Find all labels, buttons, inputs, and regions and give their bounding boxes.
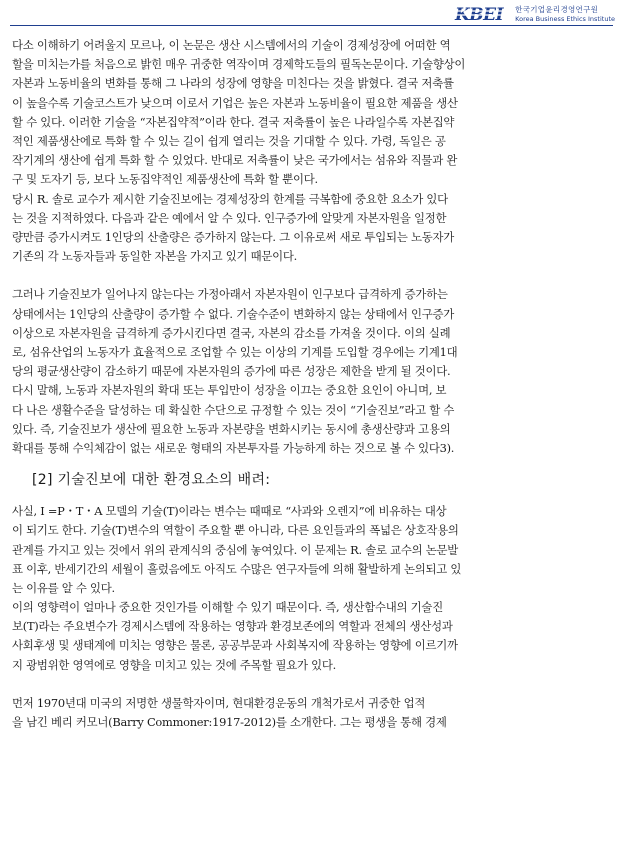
paragraph-block-2 (12, 285, 612, 458)
text-line: 기존의 각 노동자들과 동일한 자본을 가지고 있기 때문이다. (12, 249, 298, 264)
text-line: 다소 이해하기 어려울지 모르나, 이 논문은 생산 시스템에서의 기술이 경제성장에 어떠한 역 (12, 38, 451, 52)
header-divider (10, 25, 613, 26)
institute-name-english: Korea Business Ethics Institute (515, 14, 615, 23)
text-line: 을 남긴 베리 커모너(Barry Commoner:1917-2012)를 소개한다. 그는 평생을 통해 경제 (12, 715, 447, 730)
text-line: 당의 평균생산량이 감소하기 때문에 자본자원의 증가에 따른 성장은 제한을 받게 될 것이다. (12, 364, 451, 379)
text-line: 로, 섬유산업의 노동자가 효율적으로 조업할 수 있는 이상의 기계를 도입할 경우에는 기계1대 (12, 345, 458, 359)
text-line: 다시 말해, 노동과 자본자원의 확대 또는 투입만이 성장을 이끄는 중요한 요인이 아니며, 보 (12, 383, 447, 398)
text-line: 사회후생 및 생태계에 미치는 영향은 물론, 공공부문과 사회복지에 작용하는 영향에 이르기까 (12, 638, 458, 653)
text-line: 상태에서는 1인당의 산출량이 증가할 수 없다. 기술수준이 변화하지 않는 상태에서 인구증가 (12, 306, 454, 321)
paragraph-block-3 (12, 502, 612, 675)
text-line: 는 이유를 알 수 있다. (12, 580, 115, 595)
institute-name-korean: 한국기업윤리경영연구원 (515, 5, 599, 14)
text-line: 이의 영향력이 얼마나 중요한 것인가를 이해할 수 있기 때문이다. 즉, 생산함수내의 기술진 (12, 600, 443, 615)
text-line: 지 광범위한 영역에로 영향을 미치고 있는 것에 주목할 필요가 있다. (12, 657, 337, 672)
svg-text:KBEI: KBEI (455, 5, 504, 23)
text-line: 그러나 기술진보가 일어나지 않는다는 가정아래서 자본자원이 인구보다 급격하게 증가하는 (12, 287, 448, 302)
text-line: 할 수 있다. 이러한 기술을 “자본집약적”이라 한다. 결국 저축률이 높은 나라일수록 자본집약 (12, 114, 455, 129)
text-line: 이 높을수록 기술코스트가 낮으며 이로서 기업은 높은 자본과 노동비율이 필요한 제품을 생산 (12, 95, 458, 110)
text-line: 당시 R. 솔로 교수가 제시한 기술진보에는 경제성장의 한계를 극복함에 중요한 요소가 있다 (12, 191, 448, 206)
document-body (12, 36, 612, 732)
institute-logo (454, 5, 615, 23)
kbei-logo-icon (454, 5, 512, 23)
section-heading: [2] 기술진보에 대한 환경요소의 배려: (32, 472, 271, 489)
text-line: 구 및 도자기 등, 보다 노동집약적인 제품생산에 특화 할 뿐이다. (12, 172, 318, 187)
page-header (0, 0, 623, 26)
text-line: 이상으로 자본자원을 급격하게 증가시킨다면 결국, 자본의 감소를 가져올 것이다. 이의 실례 (12, 325, 451, 340)
text-line: 보(T)라는 주요변수가 경제시스템에 작용하는 영향과 환경보존에의 역할과 전체의 생산성과 (12, 619, 453, 634)
text-line: 이 되기도 한다. 기술(T)변수의 역할이 주요할 뿐 아니라, 다른 요인들과의 폭넓은 상호작용의 (12, 523, 459, 538)
paragraph-block-4 (12, 694, 612, 732)
text-line: 는 것을 지적하였다. 다음과 같은 예에서 알 수 있다. 인구증가에 알맞게 자본자원을 일정한 (12, 210, 447, 225)
text-line: 작기계의 생산에 쉽게 특화 할 수 있었다. 반대로 저축률이 낮은 국가에서는 섬유와 직물과 완 (12, 153, 458, 168)
text-line: 사실, I =P・T・A 모델의 기술(T)이라는 변수는 때때로 “사과와 오렌지”에 비유하는 대상 (12, 504, 447, 519)
paragraph-block-1 (12, 36, 612, 266)
text-line: 확대를 통해 수익체감이 없는 새로운 형태의 자본투자를 가능하게 하는 것으로 볼 수 있다3). (12, 440, 455, 455)
text-line: 할을 미치는가를 처음으로 밝힌 매우 귀중한 역작이며 경제학도들의 필독논문이다. 기술향상이 (12, 57, 466, 72)
text-line: 표 이후, 반세기간의 세월이 흘렀음에도 아직도 수많은 연구자들에 의해 활발하게 논의되고 있 (12, 561, 462, 576)
text-line: 있다. 즉, 기술진보가 생산에 필요한 노동과 자본량을 변화시키는 동시에 총생산량과 고용의 (12, 421, 451, 436)
text-line: 량만큼 증가시켜도 1인당의 산출량은 증가하지 않는다. 그 이유로써 새로 투입되는 노동자가 (12, 229, 454, 244)
text-line: 먼저 1970년대 미국의 저명한 생물학자이며, 현대환경운동의 개척가로서 귀중한 업적 (12, 696, 426, 710)
text-line: 관계를 가지고 있는 것에서 위의 관계식의 중심에 놓여있다. 이 문제는 R. 솔로 교수의 논문발 (12, 542, 459, 557)
text-line: 다 나은 생활수준을 달성하는 데 확실한 수단으로 규정할 수 있는 것이 “기술진보”라고 할 수 (12, 402, 455, 417)
text-line: 적인 제품생산에로 특화 할 수 있는 길이 쉽게 열리는 것을 기대할 수 있다. 가령, 독일은 공 (12, 133, 446, 148)
text-line: 자본과 노동비율의 변화를 통해 그 나라의 성장에 영향을 미친다는 것을 밝혔다. 결국 저축률 (12, 76, 454, 91)
